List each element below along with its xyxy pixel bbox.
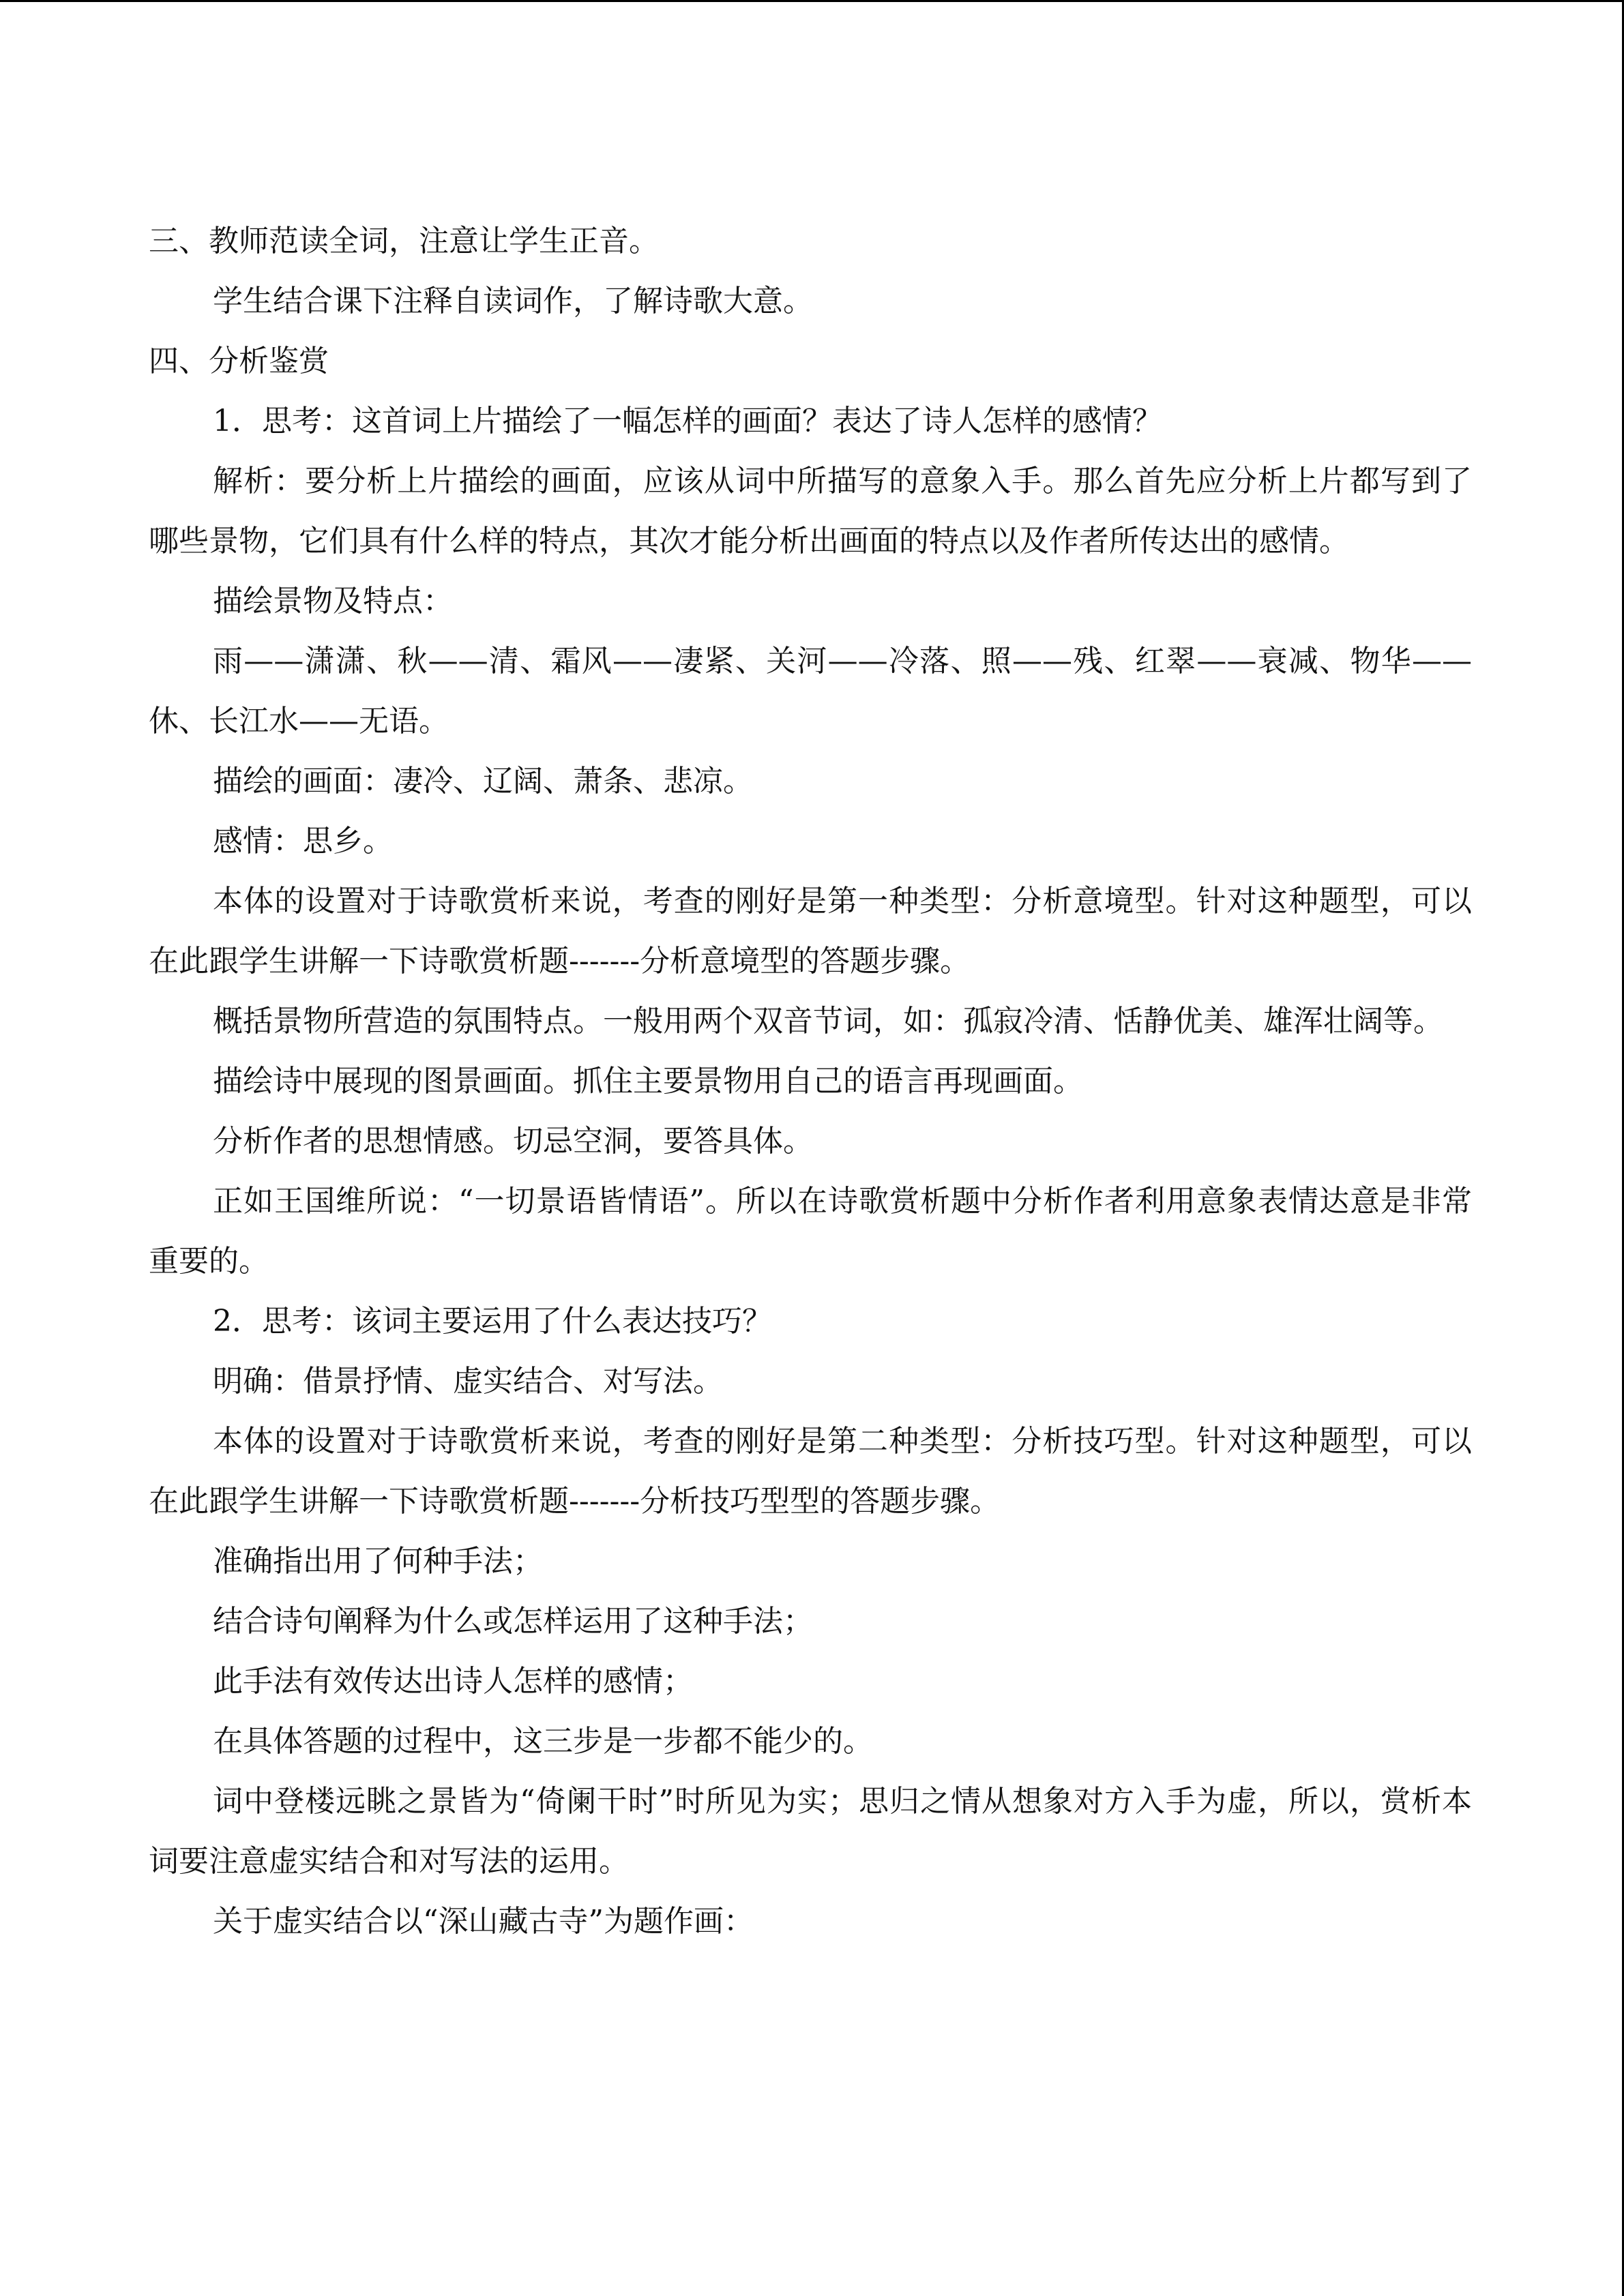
paragraph: 描绘的画面：凄冷、辽阔、萧条、悲凉。 bbox=[213, 764, 753, 799]
paragraph: 概括景物所营造的氛围特点。一般用两个双音节词，如：孤寂冷清、恬静优美、雄浑壮阔等。 bbox=[213, 1004, 1443, 1039]
paragraph: 描绘景物及特点： bbox=[213, 584, 453, 618]
paragraph: 准确指出用了何种手法； bbox=[213, 1544, 543, 1579]
paragraph: 在具体答题的过程中，这三步是一步都不能少的。 bbox=[213, 1724, 873, 1759]
paragraph: 本体的设置对于诗歌赏析来说，考查的刚好是第一种类型：分析意境型。针对这种题型，可以在此跟学生讲解一下诗歌赏析题-------分析意境型的答题步骤。 bbox=[149, 884, 1472, 979]
paragraph: 学生结合课下注释自读词作，了解诗歌大意。 bbox=[213, 284, 813, 318]
paragraph: 解析：要分析上片描绘的画面，应该从词中所描写的意象入手。那么首先应分析上片都写到了哪些景物，它们具有什么样的特点，其次才能分析出画面的特点以及作者所传达出的感情。 bbox=[149, 464, 1472, 558]
question-1: 1．思考：这首词上片描绘了一幅怎样的画面？表达了诗人怎样的感情？ bbox=[213, 404, 1162, 438]
paragraph: 描绘诗中展现的图景画面。抓住主要景物用自己的语言再现画面。 bbox=[213, 1064, 1083, 1099]
paragraph: 分析作者的思想情感。切忌空洞，要答具体。 bbox=[213, 1124, 813, 1159]
paragraph: 此手法有效传达出诗人怎样的感情； bbox=[213, 1664, 693, 1699]
paragraph: 关于虚实结合以“深山藏古寺”为题作画： bbox=[213, 1904, 754, 1939]
paragraph: 正如王国维所说：“一切景语皆情语”。所以在诗歌赏析题中分析作者利用意象表情达意是非常重要的。 bbox=[149, 1184, 1472, 1279]
paragraph: 结合诗句阐释为什么或怎样运用了这种手法； bbox=[213, 1604, 813, 1639]
paragraph: 明确：借景抒情、虚实结合、对写法。 bbox=[213, 1364, 723, 1399]
question-2: 2．思考：该词主要运用了什么表达技巧？ bbox=[213, 1304, 772, 1339]
paragraph: 雨——潇潇、秋——清、霜风——凄紧、关河——冷落、照——残、红翠——衰减、物华——休、长江水——无语。 bbox=[149, 644, 1472, 739]
section-heading-3: 三、教师范读全词，注意让学生正音。 bbox=[149, 224, 659, 258]
section-heading-4: 四、分析鉴赏 bbox=[149, 344, 329, 378]
paragraph: 本体的设置对于诗歌赏析来说，考查的刚好是第二种类型：分析技巧型。针对这种题型，可以在此跟学生讲解一下诗歌赏析题-------分析技巧型型的答题步骤。 bbox=[149, 1424, 1472, 1519]
paragraph: 词中登楼远眺之景皆为“倚阑干时”时所见为实；思归之情从想象对方入手为虚，所以，赏析本词要注意虚实结合和对写法的运用。 bbox=[149, 1784, 1472, 1879]
document-body bbox=[149, 211, 1472, 1952]
paragraph: 感情：思乡。 bbox=[213, 824, 393, 859]
